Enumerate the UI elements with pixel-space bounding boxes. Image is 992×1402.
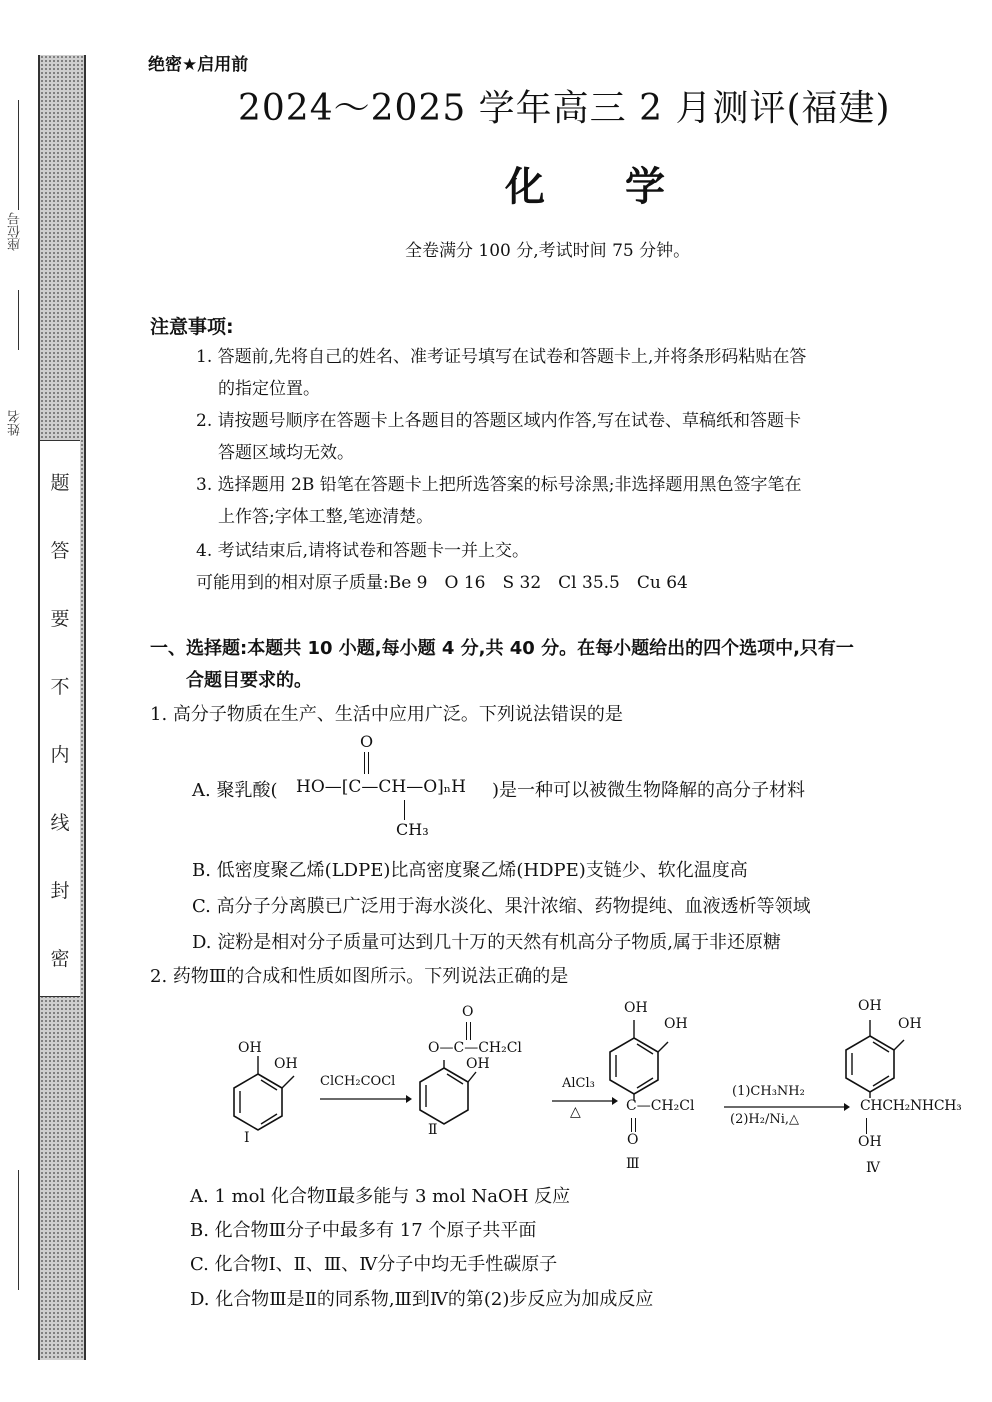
- seal-char: 不: [50, 676, 70, 698]
- reagent-3b: (2)H₂/Ni,△: [730, 1112, 800, 1127]
- arrow-1: [320, 1094, 412, 1104]
- note-item: 的指定位置。: [218, 379, 320, 399]
- seal-char: 封: [50, 880, 70, 902]
- section-heading: 一、选择题:本题共 10 小题,每小题 4 分,共 40 分。在每小题给出的四个选项中,只有一: [150, 638, 854, 659]
- single-bond-line: [866, 1118, 867, 1134]
- c4-amine-chain: CHCH₂NHCH₃: [860, 1098, 962, 1114]
- reagent-2: AlCl₃: [562, 1076, 595, 1091]
- seal-line-box: [40, 440, 80, 997]
- c1-oh-2: OH: [274, 1056, 298, 1072]
- c3-oh-1: OH: [624, 1000, 648, 1016]
- note-item: 3. 选择题用 2B 铅笔在答题卡上把所选答案的标号涂黑;非选择题用黑色签字笔在: [196, 475, 802, 495]
- note-item: 4. 考试结束后,请将试卷和答题卡一并上交。: [196, 541, 530, 561]
- compound-2-ring: [414, 1066, 474, 1126]
- section-heading-cont: 合题目要求的。: [186, 670, 312, 691]
- q1-option-a-suffix: )是一种可以被微生物降解的高分子材料: [492, 780, 806, 801]
- seal-char: 题: [50, 472, 70, 494]
- compound-4-ring: [840, 1034, 900, 1094]
- double-bond-line: [368, 752, 369, 774]
- double-bond-line: [635, 1118, 636, 1132]
- q1-option-b: B. 低密度聚乙烯(LDPE)比高密度聚乙烯(HDPE)支链少、软化温度高: [192, 860, 748, 881]
- double-bond-line: [470, 1022, 471, 1040]
- double-bond-line: [631, 1118, 632, 1132]
- c4-oh-1: OH: [858, 998, 882, 1014]
- secret-label: 绝密★启用前: [148, 55, 249, 75]
- c4-oh-3: OH: [858, 1134, 882, 1150]
- exam-meta: 全卷满分 100 分,考试时间 75 分钟。: [405, 241, 691, 261]
- q2-option-d: D. 化合物Ⅲ是Ⅱ的同系物,Ⅲ到Ⅳ的第(2)步反应为加成反应: [190, 1289, 654, 1310]
- compound-3-ring: [604, 1036, 664, 1096]
- atomic-masses: 可能用到的相对原子质量:Be 9 O 16 S 32 Cl 35.5 Cu 64: [196, 573, 688, 593]
- arrow-2: [552, 1096, 618, 1106]
- note-item: 上作答;字体工整,笔迹清楚。: [218, 507, 434, 527]
- c2-label: Ⅱ: [428, 1122, 438, 1138]
- seal-char: 线: [50, 812, 70, 834]
- reagent-3a: (1)CH₃NH₂: [732, 1084, 805, 1099]
- c3-oh-2: OH: [664, 1016, 688, 1032]
- double-bond-line: [364, 752, 365, 774]
- q2-option-c: C. 化合物Ⅰ、Ⅱ、Ⅲ、Ⅳ分子中均无手性碳原子: [190, 1254, 558, 1275]
- c3-ketone-chain: C—CH₂Cl: [626, 1098, 695, 1114]
- note-item: 1. 答题前,先将自己的姓名、准考证号填写在试卷和答题卡上,并将条形码粘贴在答: [196, 347, 807, 367]
- compound-1-ring: [228, 1072, 288, 1132]
- c4-label: Ⅳ: [866, 1160, 880, 1176]
- margin-line: [18, 290, 19, 350]
- c2-ester-chain: O—C—CH₂Cl: [428, 1040, 522, 1056]
- q1-polylactic-formula: HO—[C—CH—O]ₙH: [296, 777, 466, 797]
- seal-char: 内: [50, 744, 70, 766]
- c2-oh: OH: [466, 1056, 490, 1072]
- q1-option-c: C. 高分子分离膜已广泛用于海水淡化、果汁浓缩、药物提纯、血液透析等领域: [192, 896, 811, 917]
- q1-stem: 1. 高分子物质在生产、生活中应用广泛。下列说法错误的是: [150, 704, 623, 725]
- single-bond-line: [404, 800, 405, 820]
- c3-ketone-o: O: [627, 1132, 639, 1148]
- q1-carbonyl-o: O: [360, 732, 374, 751]
- heat-symbol-2: △: [570, 1104, 581, 1120]
- seal-char: 要: [50, 608, 70, 630]
- subject-title: 化学: [505, 163, 745, 210]
- q1-option-a-prefix: A. 聚乳酸(: [192, 780, 278, 801]
- exam-title: 2024～2025 学年高三 2 月测评(福建): [238, 88, 891, 129]
- q2-stem: 2. 药物Ⅲ的合成和性质如图所示。下列说法正确的是: [150, 966, 569, 987]
- reagent-1: ClCH₂COCl: [320, 1074, 396, 1089]
- arrow-3: [724, 1102, 850, 1112]
- c4-oh-2: OH: [898, 1016, 922, 1032]
- name-fragment-label: 姓名: [8, 410, 23, 436]
- c3-label: Ⅲ: [626, 1156, 640, 1172]
- q1-option-d: D. 淀粉是相对分子质量可达到几十万的天然有机高分子物质,属于非还原糖: [192, 932, 781, 953]
- c1-label: Ⅰ: [244, 1130, 250, 1146]
- seat-number-line: [18, 100, 19, 210]
- q2-option-b: B. 化合物Ⅲ分子中最多有 17 个原子共平面: [190, 1220, 537, 1241]
- seat-number-label: 座位号: [8, 212, 23, 251]
- seal-char: 密: [50, 948, 70, 970]
- margin-line: [18, 1170, 19, 1290]
- notes-title: 注意事项:: [150, 316, 234, 338]
- q2-option-a: A. 1 mol 化合物Ⅱ最多能与 3 mol NaOH 反应: [190, 1186, 571, 1207]
- note-item: 2. 请按题号顺序在答题卡上各题目的答题区域内作答,写在试卷、草稿纸和答题卡: [196, 411, 802, 431]
- c1-oh-1: OH: [238, 1040, 262, 1056]
- double-bond-line: [466, 1022, 467, 1040]
- seal-char: 答: [50, 540, 70, 562]
- note-item: 答题区域均无效。: [218, 443, 354, 463]
- q1-methyl: CH₃: [396, 820, 429, 839]
- c2-ester-o: O: [462, 1004, 474, 1020]
